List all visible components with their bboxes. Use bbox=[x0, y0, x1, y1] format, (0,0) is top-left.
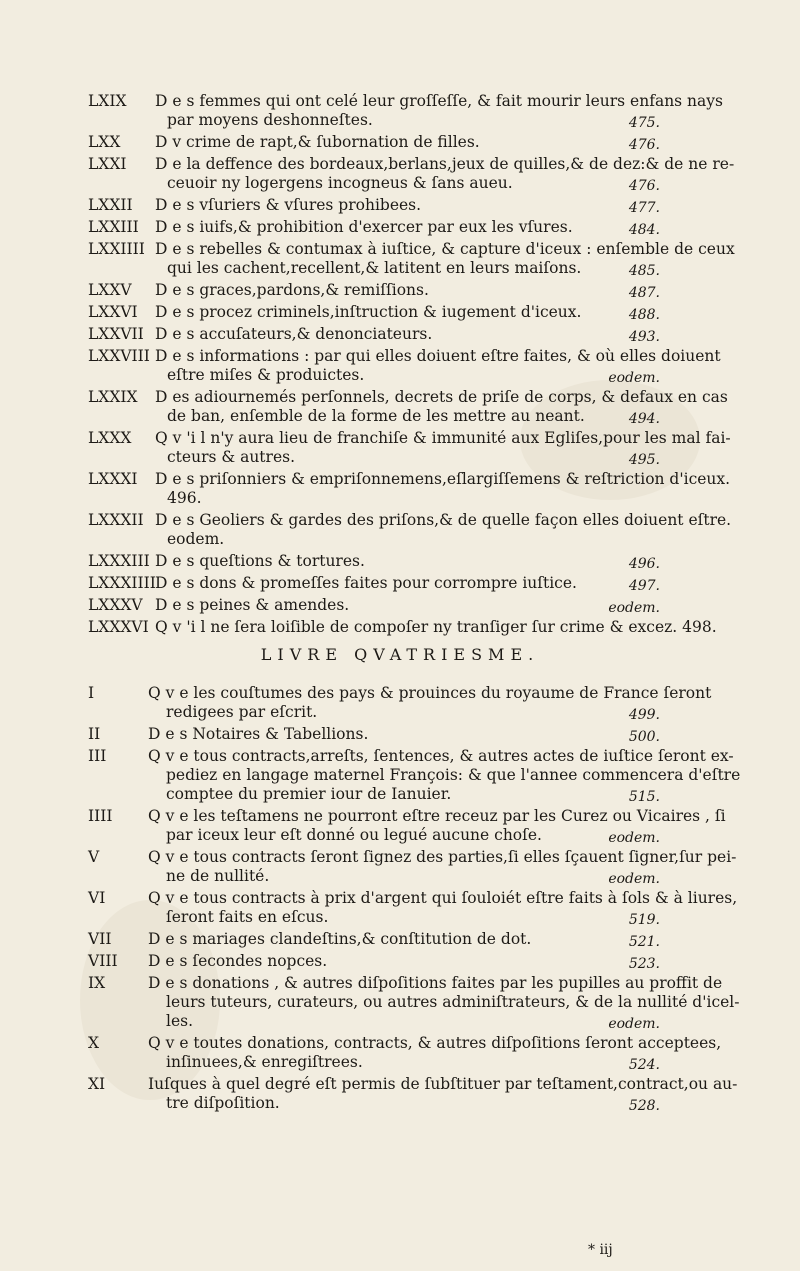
chapter-title-line: Q v 'i l ne ſera loiſible de compoſer ny tranſiger ſur crime & excez. 498. bbox=[155, 618, 717, 636]
chapter-title-line: ceuoir ny logergens incogneus & ſans aueu. bbox=[167, 174, 513, 192]
chapter-title-line: Iuſques à quel degré eſt permis de ſubſtituer par teſtament,contract,ou au- bbox=[148, 1075, 738, 1093]
chapter-number: IX bbox=[88, 974, 106, 992]
chapter-number: III bbox=[88, 747, 107, 765]
chapter-title-line: D v crime de rapt,& ſubornation de filles. bbox=[155, 133, 480, 151]
chapter-title-line: D e s informations : par qui elles doiuent eſtre faites, & où elles doiuent bbox=[155, 347, 721, 365]
chapter-title-line: D e s Geoliers & gardes des priſons,& de quelle façon elles doiuent eſtre. bbox=[155, 511, 732, 529]
page-reference: 499. bbox=[628, 707, 660, 723]
page-reference: 475. bbox=[628, 115, 660, 131]
chapter-title-line: cteurs & autres. bbox=[167, 448, 295, 466]
chapter-number: XI bbox=[88, 1075, 106, 1093]
chapter-number: LXXXVI bbox=[88, 618, 149, 636]
chapter-title-line: leurs tuteurs, curateurs, ou autres adminiſtrateurs, & de la nullité d'icel- bbox=[166, 993, 740, 1011]
chapter-number: LXXVIII bbox=[88, 347, 150, 365]
chapter-title-line: de ban, enſemble de la forme de les mettre au neant. bbox=[167, 407, 585, 425]
page-reference: 476. bbox=[628, 178, 660, 194]
page-reference: 521. bbox=[628, 934, 660, 950]
chapter-number: IIII bbox=[88, 807, 113, 825]
chapter-number: VII bbox=[88, 930, 112, 948]
page-reference: 477. bbox=[628, 200, 660, 216]
page-reference: 496. bbox=[628, 556, 660, 572]
chapter-title-line: pediez en langage maternel François: & que l'annee commencera d'eſtre bbox=[166, 766, 741, 784]
chapter-title-line: D e s dons & promeſſes faites pour corrompre iuſtice. bbox=[155, 574, 577, 592]
chapter-number: LXXXIIII bbox=[88, 574, 156, 592]
chapter-title-line: D e s Notaires & Tabellions. bbox=[148, 725, 369, 743]
chapter-number: LXXIII bbox=[88, 218, 139, 236]
chapter-title-line: D e s femmes qui ont celé leur groſſeſſe, & fait mourir leurs enfans nays bbox=[155, 92, 723, 110]
chapter-title-line: D e s queſtions & tortures. bbox=[155, 552, 365, 570]
chapter-title-line: par moyens deshonneſtes. bbox=[167, 111, 373, 129]
chapter-number: LXIX bbox=[88, 92, 127, 110]
chapter-title-line: ſeront faits en eſcus. bbox=[166, 908, 329, 926]
chapter-title-line: les. bbox=[166, 1012, 194, 1030]
page-reference: 494. bbox=[628, 411, 660, 427]
chapter-title-line: D es adiournemés perſonnels, decrets de priſe de corps, & defaux en cas bbox=[155, 388, 728, 406]
chapter-title-line: D e s peines & amendes. bbox=[155, 596, 350, 614]
chapter-title-line: 496. bbox=[167, 489, 202, 507]
chapter-title-line: comptee du premier iour de Ianuier. bbox=[166, 785, 452, 803]
page-reference: 528. bbox=[628, 1098, 660, 1114]
page-reference: eodem. bbox=[608, 600, 660, 616]
chapter-title-line: ne de nullité. bbox=[166, 867, 270, 885]
chapter-number: V bbox=[88, 848, 100, 866]
chapter-number: X bbox=[88, 1034, 100, 1052]
page-reference: 487. bbox=[628, 285, 660, 301]
chapter-number: LXXXII bbox=[88, 511, 144, 529]
book-heading: LIVRE QVATRIESME. bbox=[260, 645, 540, 664]
chapter-number: LXXXIII bbox=[88, 552, 150, 570]
chapter-title-line: Q v e les couſtumes des pays & prouinces du royaume de France ſeront bbox=[148, 684, 712, 702]
chapter-number: I bbox=[88, 684, 95, 702]
chapter-title-line: D e s vſuriers & vſures prohibees. bbox=[155, 196, 422, 214]
page-reference: 519. bbox=[628, 912, 660, 928]
chapter-title-line: Q v e tous contracts à prix d'argent qui ſouloiét eſtre faits à ſols & à liures, bbox=[148, 889, 738, 907]
chapter-number: LXXXI bbox=[88, 470, 138, 488]
page-reference: 495. bbox=[628, 452, 660, 468]
page-reference: 523. bbox=[628, 956, 660, 972]
page-reference: eodem. bbox=[608, 871, 660, 887]
page-reference: 515. bbox=[628, 789, 660, 805]
chapter-title-line: qui les cachent,recellent,& latitent en leurs maiſons. bbox=[167, 259, 582, 277]
page-reference: 484. bbox=[628, 222, 660, 238]
chapter-title-line: tre diſpoſition. bbox=[166, 1094, 280, 1112]
page-reference: eodem. bbox=[608, 370, 660, 386]
signature-mark: * iij bbox=[588, 1242, 613, 1258]
chapter-title-line: inſinuees,& enregiſtrees. bbox=[166, 1053, 363, 1071]
page-reference: 476. bbox=[628, 137, 660, 153]
chapter-title-line: D e s ſecondes nopces. bbox=[148, 952, 328, 970]
chapter-title-line: D e s priſonniers & empriſonnemens,eſlargiſſemens & reſtriction d'iceux. bbox=[155, 470, 731, 488]
chapter-number: LXXXV bbox=[88, 596, 143, 614]
chapter-title-line: redigees par eſcrit. bbox=[166, 703, 318, 721]
chapter-number: LXXVII bbox=[88, 325, 144, 343]
chapter-title-line: D e s procez criminels,inſtruction & iugement d'iceux. bbox=[155, 303, 582, 321]
chapter-number: LXX bbox=[88, 133, 121, 151]
chapter-title-line: eſtre miſes & produictes. bbox=[167, 366, 365, 384]
chapter-number: LXXV bbox=[88, 281, 132, 299]
chapter-title-line: D e s mariages clandeſtins,& conſtitution de dot. bbox=[148, 930, 532, 948]
chapter-title-line: Q v e tous contracts,arreſts, ſentences, & autres actes de iuſtice ſeront ex- bbox=[148, 747, 734, 765]
chapter-title-line: Q v 'i l n'y aura lieu de franchiſe & immunité aux Egliſes,pour les mal fai- bbox=[155, 429, 731, 447]
page-reference: eodem. bbox=[608, 830, 660, 846]
chapter-number: LXXI bbox=[88, 155, 127, 173]
chapter-title-line: Q v e tous contracts ſeront ſignez des parties,ſi elles ſçauent ſigner,ſur pei- bbox=[148, 848, 737, 866]
chapter-title-line: D e s rebelles & contumax à iuſtice, & capture d'iceux : enſemble de ceux bbox=[155, 240, 735, 258]
chapter-title-line: eodem. bbox=[167, 530, 225, 548]
page-reference: 497. bbox=[628, 578, 660, 594]
page-reference: eodem. bbox=[608, 1016, 660, 1032]
chapter-number: LXXIX bbox=[88, 388, 138, 406]
chapter-title-line: Q v e toutes donations, contracts, & autres diſpoſitions ſeront acceptees, bbox=[148, 1034, 722, 1052]
chapter-title-line: D e s accuſateurs,& denonciateurs. bbox=[155, 325, 433, 343]
page-reference: 488. bbox=[628, 307, 660, 323]
chapter-title-line: D e s graces,pardons,& remiſſions. bbox=[155, 281, 429, 299]
chapter-title-line: D e s iuifs,& prohibition d'exercer par eux les vſures. bbox=[155, 218, 573, 236]
page-reference: 500. bbox=[628, 729, 660, 745]
chapter-number: LXXII bbox=[88, 196, 133, 214]
chapter-title-line: par iceux leur eſt donné ou legué aucune choſe. bbox=[166, 826, 542, 844]
chapter-title-line: D e la deffence des bordeaux,berlans,jeux de quilles,& de dez:& de ne re- bbox=[155, 155, 735, 173]
chapter-number: LXXX bbox=[88, 429, 132, 447]
chapter-title-line: Q v e les teſtamens ne pourront eſtre receuz par les Curez ou Vicaires , ſi bbox=[148, 807, 726, 825]
chapter-number: LXXIIII bbox=[88, 240, 145, 258]
chapter-number: II bbox=[88, 725, 101, 743]
page-reference: 524. bbox=[628, 1057, 660, 1073]
page-reference: 485. bbox=[628, 263, 660, 279]
chapter-number: LXXVI bbox=[88, 303, 138, 321]
page-reference: 493. bbox=[628, 329, 660, 345]
chapter-number: VIII bbox=[88, 952, 118, 970]
chapter-title-line: D e s donations , & autres diſpoſitions faites par les pupilles au proffit de bbox=[148, 974, 723, 992]
chapter-number: VI bbox=[88, 889, 106, 907]
